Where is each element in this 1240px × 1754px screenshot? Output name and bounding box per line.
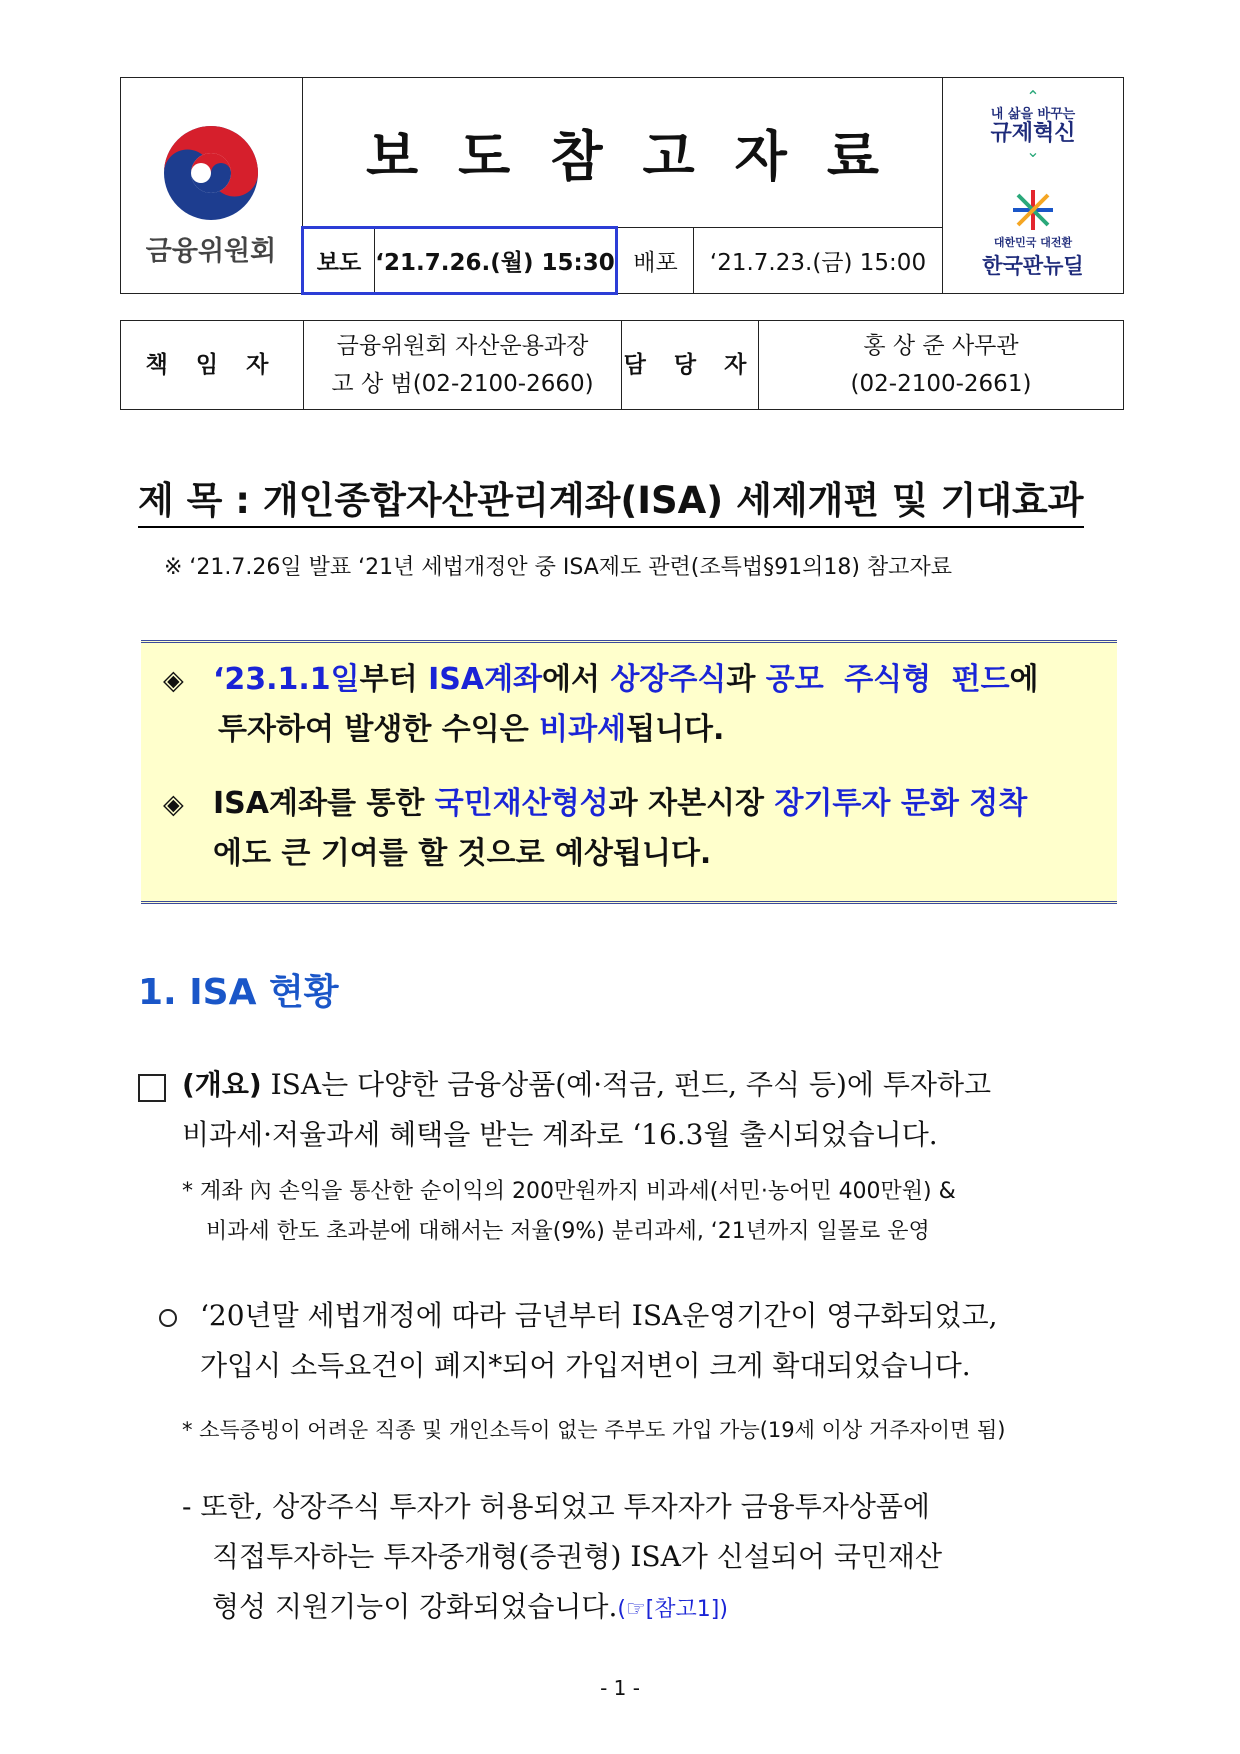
- responsible-table: [120, 320, 1124, 410]
- reference-link[interactable]: (☞[참고1]): [617, 1597, 728, 1622]
- circle-bullet-icon: [159, 1309, 177, 1327]
- footnote-2: * 소득증빙이 어려운 직종 및 개인소득이 없는 주부도 가입 가능(19세 이상 거주자이면 됨): [182, 1418, 1006, 1442]
- reference-note: ※ ‘21.7.26일 발표 ‘21년 세법개정안 중 ISA제도 관련(조특법§91의18) 참고자료: [164, 555, 952, 580]
- distribute-label: 배포: [617, 228, 694, 294]
- overview-line-1: (개요) ISA는 다양한 금융상품(예·적금, 펀드, 주식 등)에 투자하고: [182, 1068, 992, 1101]
- document-title: 제 목 : 개인종합자산관리계좌(ISA) 세제개편 및 기대효과: [138, 470, 1084, 528]
- responsible-label: 책 임 자: [121, 321, 304, 410]
- responsible-person: 금융위원회 자산운용과장 고 상 범(02-2100-2660): [304, 321, 622, 410]
- chevron-up-icon: ⌃: [1026, 87, 1040, 106]
- contact-person: 홍 상 준 사무관 (02-2100-2661): [759, 321, 1124, 410]
- highlight-point-1: ‘23.1.1일부터 ISA계좌에서 상장주식과 공모 주식형 펀드에: [213, 662, 1039, 697]
- regulation-innovation-badge: ⌃ 내 삶을 바꾸는 규제혁신 ⌄: [943, 91, 1123, 158]
- footnote-1-line-1: * 계좌 內 손익을 통산한 순이익의 200만원까지 비과세(서민·농어민 400만원) &: [182, 1179, 956, 1204]
- footnote-1-line-2: 비과세 한도 초과분에 대해서는 저율(9%) 분리과세, ‘21년까지 일몰로 운영: [206, 1219, 930, 1244]
- highlight-point-2: ISA계좌를 통한 국민재산형성과 자본시장 장기투자 문화 정착: [213, 786, 1028, 821]
- new-deal-star-icon: [1011, 188, 1055, 232]
- doc-title-cell: [303, 78, 943, 228]
- highlight-box: [141, 640, 1117, 904]
- highlight-point-2-cont: 에도 큰 기여를 할 것으로 예상됩니다.: [213, 836, 712, 871]
- body-line-5: - 또한, 상장주식 투자가 허용되었고 투자자가 금융투자상품에: [182, 1490, 930, 1523]
- korean-new-deal-badge: 대한민국 대전환 한국판뉴딜: [943, 188, 1123, 280]
- distribute-datetime: ‘21.7.23.(금) 15:00: [694, 228, 943, 294]
- body-line-3: ‘20년말 세법개정에 따라 금년부터 ISA운영기간이 영구화되었고,: [200, 1299, 998, 1332]
- header-table: [120, 77, 1124, 295]
- body-line-7: 형성 지원기능이 강화되었습니다.(☞[참고1]): [212, 1590, 728, 1623]
- diamond-bullet-icon: ◈: [163, 665, 184, 696]
- release-label: 보도: [303, 228, 375, 294]
- highlight-point-1-cont: 투자하여 발생한 수익은 비과세됩니다.: [218, 712, 725, 747]
- contact-label: 담 당 자: [622, 321, 759, 410]
- badge-cell: [943, 78, 1124, 294]
- chevron-down-icon: ⌄: [1026, 142, 1040, 161]
- taegeuk-logo-icon: [161, 123, 261, 223]
- page-number: - 1 -: [600, 1676, 640, 1700]
- doc-title: 보도참고자료: [366, 124, 919, 188]
- body-line-4: 가입시 소득요건이 폐지*되어 가입저변이 크게 확대되었습니다.: [200, 1349, 971, 1382]
- section-heading: 1. ISA 현황: [138, 972, 339, 1013]
- body-line-6: 직접투자하는 투자중개형(증권형) ISA가 신설되어 국민재산: [212, 1540, 943, 1573]
- org-name: 금융위원회: [145, 236, 277, 267]
- org-logo-cell: [121, 78, 303, 294]
- diamond-bullet-icon: ◈: [163, 789, 184, 820]
- checkbox-square-icon: [138, 1074, 166, 1102]
- overview-line-2: 비과세·저율과세 혜택을 받는 계좌로 ‘16.3월 출시되었습니다.: [182, 1118, 938, 1151]
- release-datetime: ‘21.7.26.(월) 15:30: [375, 228, 617, 294]
